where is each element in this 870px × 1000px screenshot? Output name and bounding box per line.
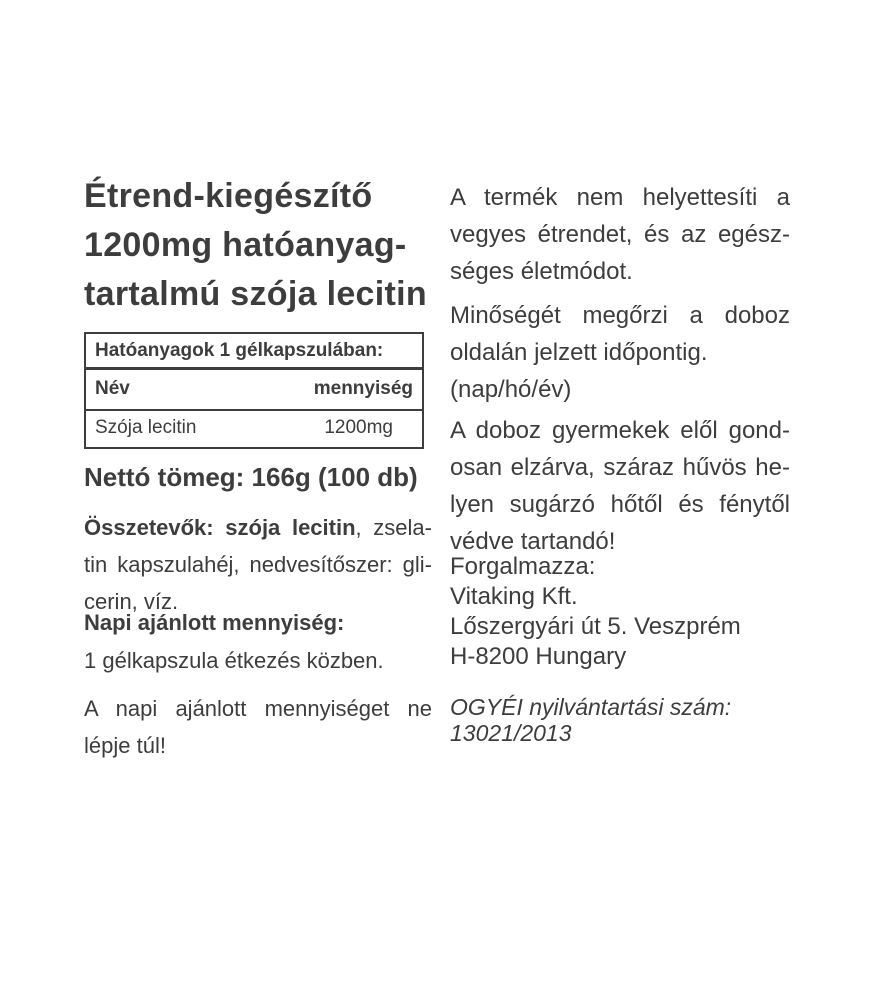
table-col-name: Név xyxy=(95,378,130,399)
daily-dose xyxy=(84,604,432,680)
overdose-warning-line-1: A napi ajánlott mennyiséget ne xyxy=(84,696,432,721)
overdose-warning-line-2: lépje túl! xyxy=(84,733,166,758)
storage-line-4: védve tartandó! xyxy=(450,528,616,555)
ingredient-name: Szója lecitin xyxy=(95,417,197,438)
overdose-warning xyxy=(84,690,432,764)
distributor-block xyxy=(450,552,790,672)
substitute-notice-line-3: séges életmódot. xyxy=(450,258,633,285)
ingredients-line-1-rest: , zsela- xyxy=(355,515,432,540)
registration-label: OGYÉI nyilvántartási szám: xyxy=(450,694,732,720)
registration-number xyxy=(450,694,790,746)
storage-line-1: A doboz gyermekek elől gond- xyxy=(450,417,790,444)
table-header-row xyxy=(86,370,422,411)
active-ingredients-table xyxy=(84,332,424,449)
ingredient-amount: 1200mg xyxy=(324,417,393,438)
storage-line-2: osan elzárva, száraz hűvös he- xyxy=(450,454,790,481)
distributor-label: Forgalmazza: xyxy=(450,553,596,580)
distributor-company: Vitaking Kft. xyxy=(450,583,578,610)
registration-value: 13021/2013 xyxy=(450,720,572,746)
ingredients-line-1 xyxy=(84,509,432,546)
product-title xyxy=(84,172,432,319)
storage-notice xyxy=(450,412,790,560)
best-before-line-1: Minőségét megőrzi a doboz xyxy=(450,302,790,329)
substitute-notice-line-2: vegyes étrendet, és az egész- xyxy=(450,221,790,248)
substitute-notice xyxy=(450,179,790,290)
table-row xyxy=(86,411,422,447)
table-col-amount: mennyiség xyxy=(313,378,413,399)
table-caption: Hatóanyagok 1 gélkapszulában: xyxy=(86,334,422,370)
best-before-line-3: (nap/hó/év) xyxy=(450,376,572,403)
substitute-notice-line-1: A termék nem helyettesíti a xyxy=(450,184,790,211)
ingredients-line-2: tin kapszulahéj, nedvesítőszer: gli- xyxy=(84,552,432,577)
ingredients-line-3: cerin, víz. xyxy=(84,589,179,614)
net-weight: Nettó tömeg: 166g (100 db) xyxy=(84,462,418,492)
product-title-line-3: tartalmú szója lecitin xyxy=(84,275,427,313)
product-title-line-1: Étrend-kiegészítő xyxy=(84,177,373,215)
storage-line-3: lyen sugárzó hőtől és fénytől xyxy=(450,491,790,518)
distributor-street: Lőszergyári út 5. Veszprém xyxy=(450,613,741,640)
ingredients-bold-intro: Összetevők: szója lecitin xyxy=(84,515,356,540)
distributor-country: H-8200 Hungary xyxy=(450,643,627,670)
best-before-notice xyxy=(450,297,790,408)
daily-dose-heading: Napi ajánlott mennyiség: xyxy=(84,610,345,635)
product-title-line-2: 1200mg hatóanyag- xyxy=(84,226,407,264)
best-before-line-2: oldalán jelzett időpontig. xyxy=(450,339,708,366)
daily-dose-text: 1 gélkapszula étkezés közben. xyxy=(84,648,384,673)
